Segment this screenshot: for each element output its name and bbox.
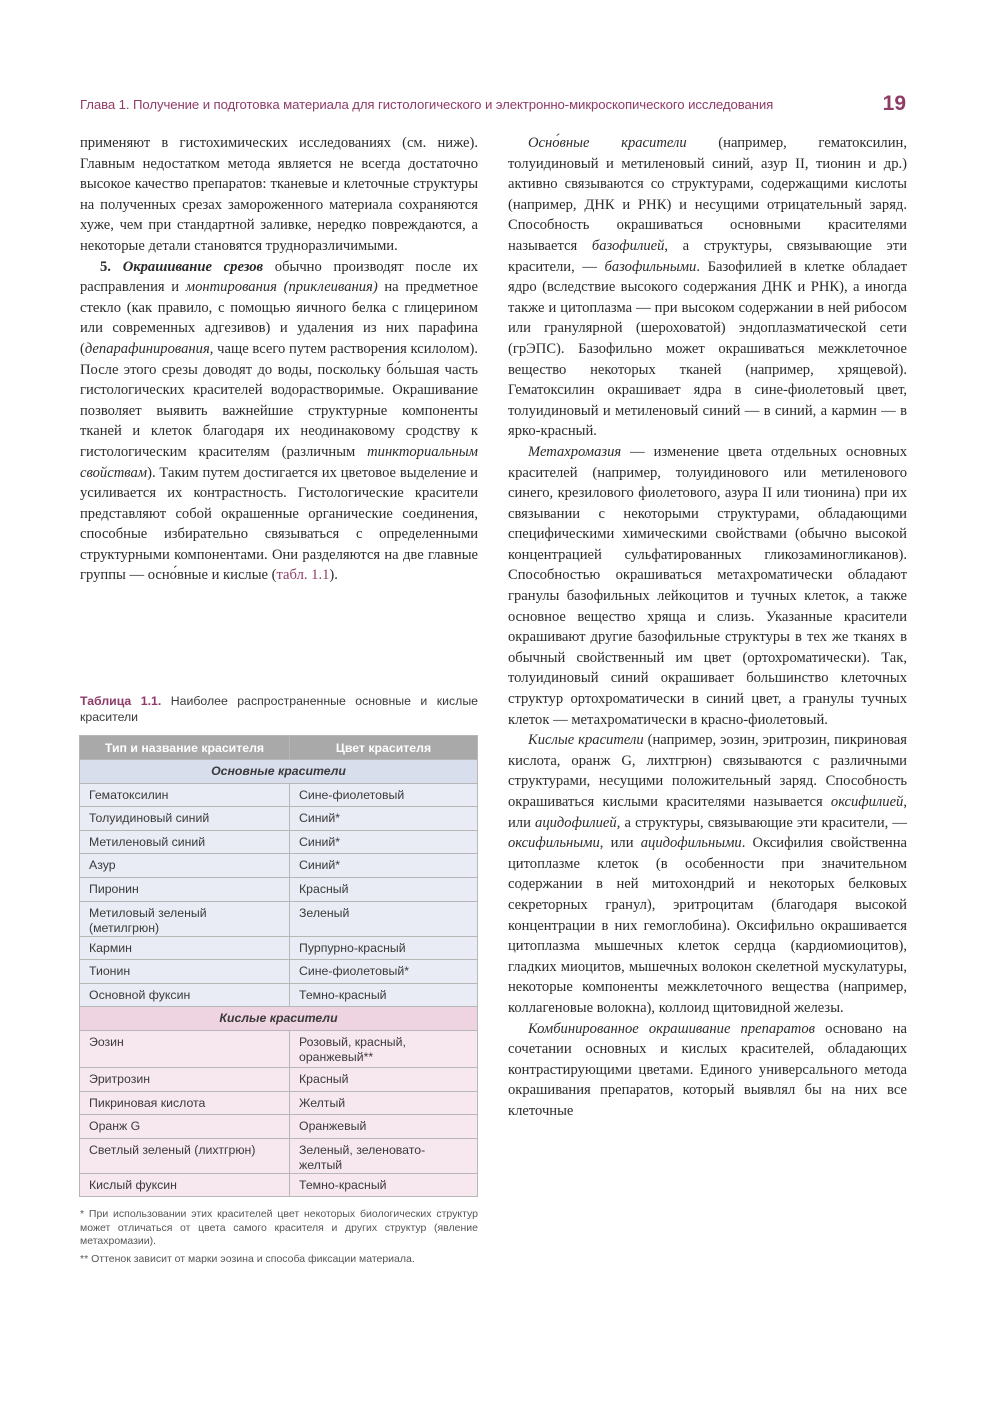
dyes-table — [79, 735, 478, 1197]
dye-color: Желтый — [290, 1091, 478, 1115]
paragraph — [508, 133, 907, 442]
dye-name: Кармин — [80, 936, 290, 960]
table-caption-text: Наиболее распространенные основные и кислые красители — [80, 694, 479, 724]
term: ацидофилией — [535, 814, 617, 831]
dye-name: Кислый фуксин — [80, 1173, 290, 1197]
term: Кислые красители — [528, 732, 644, 749]
dye-name: Азур — [80, 854, 290, 878]
text-run: , а структуры, связывающие эти красители, — — [616, 814, 907, 831]
text-run: (например, эозин, эритрозин, пикриновая кислота, оранж G, лихтгрюн) связываются с различными структурами, несущими положительный заряд. Способность окрашиваться кислыми красителями называется — [508, 732, 907, 810]
group-header: Кислые красители — [80, 1007, 478, 1031]
dye-name: Эритрозин — [80, 1067, 290, 1091]
text-run: (например, гематоксилин, толуидиновый и метиленовый синий, азур II, тионин и др.) активно связываются со структурами, содержащими кислоты (например, ДНК и РНК) и несущими отрицательный заряд. Способность окрашиваться основными красителями называется — [508, 135, 907, 254]
table-row — [80, 807, 478, 831]
term: базофилией — [591, 237, 665, 254]
paragraph — [80, 257, 478, 587]
term: депарафинирования — [84, 340, 210, 357]
footnote: ** Оттенок зависит от марки эозина и способа фиксации материала. — [80, 1252, 415, 1265]
text-run: , чаще всего путем растворения ксилолом). После этого срезы доводят до воды, поскольку бо́льшая часть гистологических красителей водорастворимые. Окрашивание позволяет выявить важнейшие структурные компоненты тканей и клеток благодаря их неодинаковому сродству к гистологическим красителям (различным — [80, 340, 478, 460]
table-footnotes — [80, 1208, 478, 1270]
paragraph — [508, 442, 907, 730]
table-row — [80, 1091, 478, 1115]
table-reference-link[interactable]: табл. 1.1 — [276, 567, 330, 584]
dye-name: Гематоксилин — [80, 783, 290, 807]
text-run: на предметное стекло (как правило, с помощью яичного белка с глицерином или современных адгезивов) и удаления из них парафина ( — [80, 279, 478, 357]
dye-color: Пурпурно-красный — [290, 936, 478, 960]
dye-color: Темно-красный — [290, 983, 478, 1007]
table-row — [80, 854, 478, 878]
term: Комбинированное окрашивание препаратов — [528, 1020, 815, 1037]
term: монтирования (приклеивания) — [185, 279, 378, 296]
item-number: 5. — [100, 258, 111, 275]
term: Метахромазия — [528, 443, 622, 460]
group-header: Основные красители — [80, 760, 478, 784]
table-caption-label: Таблица 1.1. — [80, 694, 162, 708]
dye-color: Синий* — [290, 830, 478, 854]
table-row — [80, 1138, 478, 1173]
text-run: основано на сочетании основных и кислых красителей, обладающих контрастирующими цветами. Единого универсального метода окрашивания препаратов, который выявлял бы на них все клеточные — [508, 1020, 907, 1119]
text-run: . Базофилией в клетке обладает ядро (вследствие высокого содержания ДНК и РНК), а иногда также и цитоплазма — при высоком содержании в ней рибосом или гранулярной (шероховатой) эндоплазматической сети (грЭПС). Базофильно может окрашиваться межклеточное вещество некоторых тканей (например, хрящевой). Гематоксилин окрашивает ядра в сине-фиолетовый цвет, толуидиновый и метиленовый синий — в синий, а кармин — в ярко-красный. — [508, 258, 908, 440]
text-run: обычно производят после их расправления и — [80, 258, 478, 296]
table-row — [80, 983, 478, 1007]
table-row — [80, 830, 478, 854]
dye-color: Оранжевый — [290, 1115, 478, 1139]
right-column — [508, 133, 907, 1122]
dye-color: Сине-фиолетовый* — [290, 960, 478, 984]
dye-color: Зеленый, зеленовато-желтый — [290, 1138, 478, 1173]
dye-name: Пиронин — [80, 877, 290, 901]
paragraph: применяют в гистохимических исследованиях (см. ниже). Главным недостатком метода является не всегда достаточно высокое качество препаратов: тканевые и клеточные структуры на полученных срезах замороженного материала сохраняются хуже, чем при стандартной заливке, нередко повреждаются, а некоторые детали становятся трудноразличимыми. — [80, 135, 478, 254]
dye-name: Тионин — [80, 960, 290, 984]
table-row — [80, 783, 478, 807]
dye-color: Красный — [290, 877, 478, 901]
running-header — [80, 94, 906, 118]
table-row — [80, 1030, 478, 1067]
table-row — [80, 1173, 478, 1197]
dye-name: Основной фуксин — [80, 983, 290, 1007]
table-row — [80, 1115, 478, 1139]
text-run: — изменение цвета отдельных основных красителей (например, толуидинового или метиленового синего, крезилового фиолетового, азура II или тионина) при их связывании с некоторыми структурами, обладающими специфическими химическими свойствами (обычно высокой концентрацией сульфатированных гликозаминогликанов). Способностью окрашиваться метахроматически обладают гранулы базофильных лейкоцитов и тучных клеток, а также основное вещество хряща и слизь. Указанные красители окрашивают другие базофильные структуры в тех же тканях в обычный свойственный им цвет (ортохроматически). Так, толуидиновый синий окрашивает большинство клеточных структур ортохроматически в синий цвет, а гранулы тучных клеток — метахроматически в красно-фиолетовый. — [508, 443, 907, 728]
dye-name: Метиловый зеленый (метилгрюн) — [80, 901, 290, 936]
text-run: ). Таким путем достигается их цветовое выделение и усиливается их контрастность. Гистологические красители представляют собой окрашенные органические соединения, способные избирательно связываться с определенными структурными компонентами. Они разделяются на две главные группы — осно́вные и кислые ( — [80, 464, 478, 584]
chapter-title: Глава 1. Получение и подготовка материала для гистологического и электронно-микроскопического исследования — [80, 97, 774, 112]
term: Осно́вные красители — [528, 135, 687, 151]
term: Окрашивание срезов — [122, 258, 264, 275]
text-run: , а структуры, связывающие эти красители, — — [508, 237, 907, 275]
text-run: . Оксифилия свойственна цитоплазме клеток (в особенности при значительном содержании в ней митохондрий и некоторых белковых секреторных гранул), эритроцитам (благодаря высокой концентрации в них гемоглобина). Оксифильно окрашивается цитоплазма мышечных клеток сердца (кардиомиоцитов), гладких миоцитов, мышечных волокон скелетной мускулатуры, некоторые компоненты межклеточного вещества (например, коллагеновые волокна), коллоид щитовидной железы. — [508, 835, 907, 1016]
footnote: * При использовании этих красителей цвет некоторых биологических структур может отличаться от цвета самого красителя и других структур (явление метахромазии). — [80, 1208, 478, 1247]
dye-color: Синий* — [290, 807, 478, 831]
dye-color: Сине-фиолетовый — [290, 783, 478, 807]
text-run: , или — [599, 835, 641, 852]
term: базофильными — [604, 258, 697, 275]
dye-name: Оранж G — [80, 1115, 290, 1139]
column-header: Тип и название красителя — [80, 736, 290, 760]
left-column — [80, 133, 478, 586]
dye-name: Пикриновая кислота — [80, 1091, 290, 1115]
table-row — [80, 960, 478, 984]
paragraph — [508, 1019, 907, 1122]
dye-name: Светлый зеленый (лихтгрюн) — [80, 1138, 290, 1173]
dye-color: Розовый, красный, оранжевый** — [290, 1030, 478, 1067]
term: оксифильными — [508, 835, 600, 852]
table-row — [80, 877, 478, 901]
term: ацидофильными — [640, 835, 742, 852]
term: тинкториальным свойствам — [80, 443, 478, 481]
table-row — [80, 1067, 478, 1091]
dye-color: Темно-красный — [290, 1173, 478, 1197]
dye-color: Красный — [290, 1067, 478, 1091]
dye-color: Синий* — [290, 854, 478, 878]
table-caption — [80, 694, 478, 725]
table-row — [80, 936, 478, 960]
text-run: ). — [329, 567, 338, 584]
text-run: , или — [508, 794, 907, 831]
dye-name: Толуидиновый синий — [80, 807, 290, 831]
page-number: 19 — [882, 92, 906, 115]
paragraph — [508, 730, 907, 1018]
column-header: Цвет красителя — [290, 736, 478, 760]
dye-name: Метиленовый синий — [80, 830, 290, 854]
dye-name: Эозин — [80, 1030, 290, 1067]
table-row — [80, 901, 478, 936]
term: оксифилией — [830, 794, 904, 810]
dye-color: Зеленый — [290, 901, 478, 936]
